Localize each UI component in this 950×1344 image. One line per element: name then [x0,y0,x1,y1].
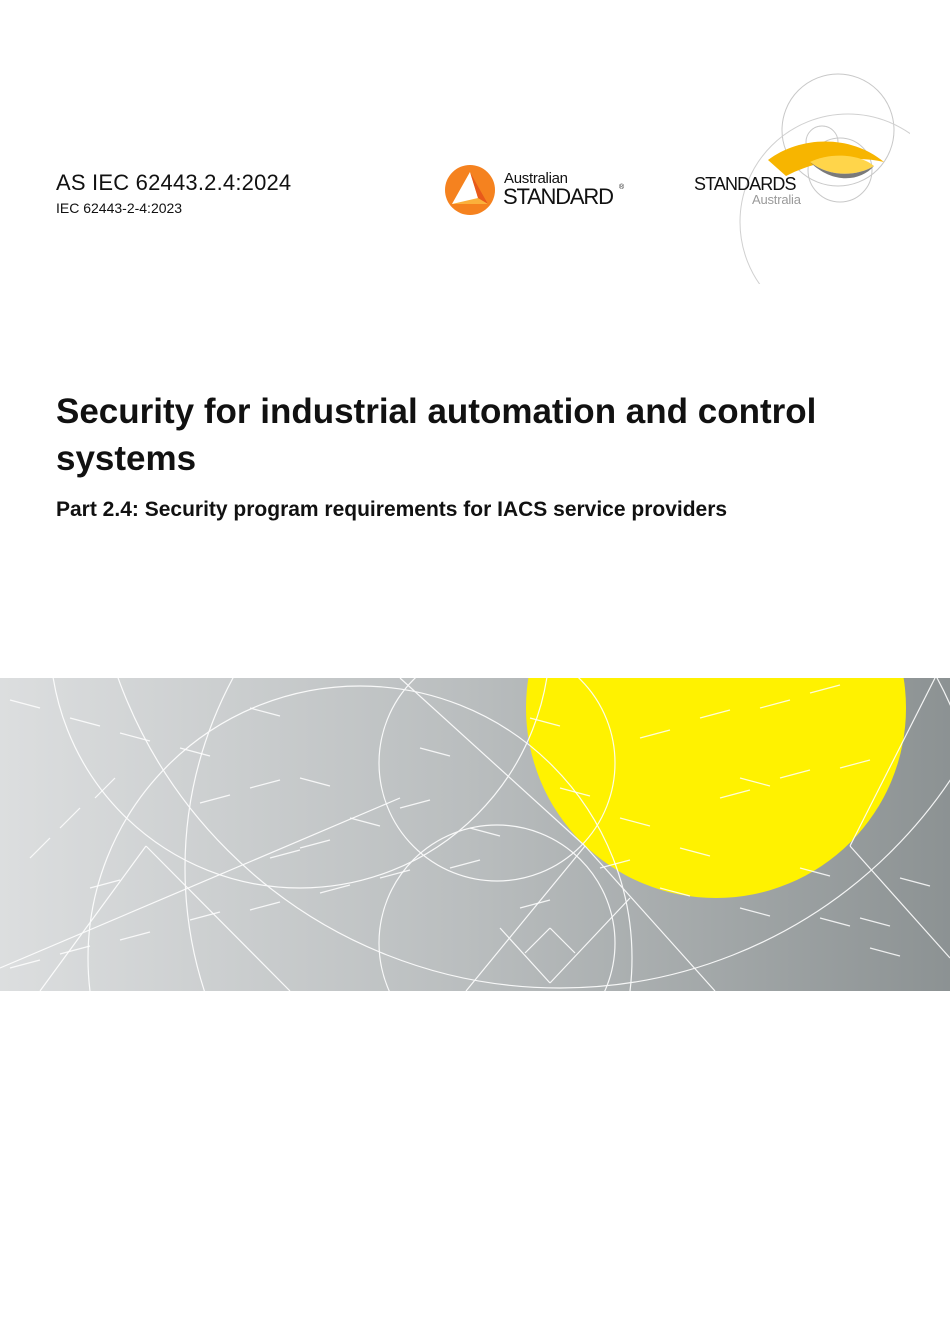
registered-mark: ® [619,184,625,191]
australian-standard-logo-line2: STANDARD [503,184,613,209]
standards-australia-logo [690,72,910,284]
decorative-geometric-banner [0,678,950,991]
standards-australia-logo-line2: Australia [752,192,801,207]
iec-number: IEC 62443-2-4:2023 [56,200,183,216]
australian-standard-logo-line1: Australian [504,170,568,187]
document-subtitle: Part 2.4: Security program requirements for IACS service providers [56,498,728,521]
australian-standard-triangle-icon [444,164,496,216]
standards-australia-logo-line1: STANDARDS [694,174,796,194]
standard-number: AS IEC 62443.2.4:2024 [56,170,292,195]
document-title: Security for industrial automation and control systems [56,392,817,478]
australian-standard-logo [444,164,634,216]
